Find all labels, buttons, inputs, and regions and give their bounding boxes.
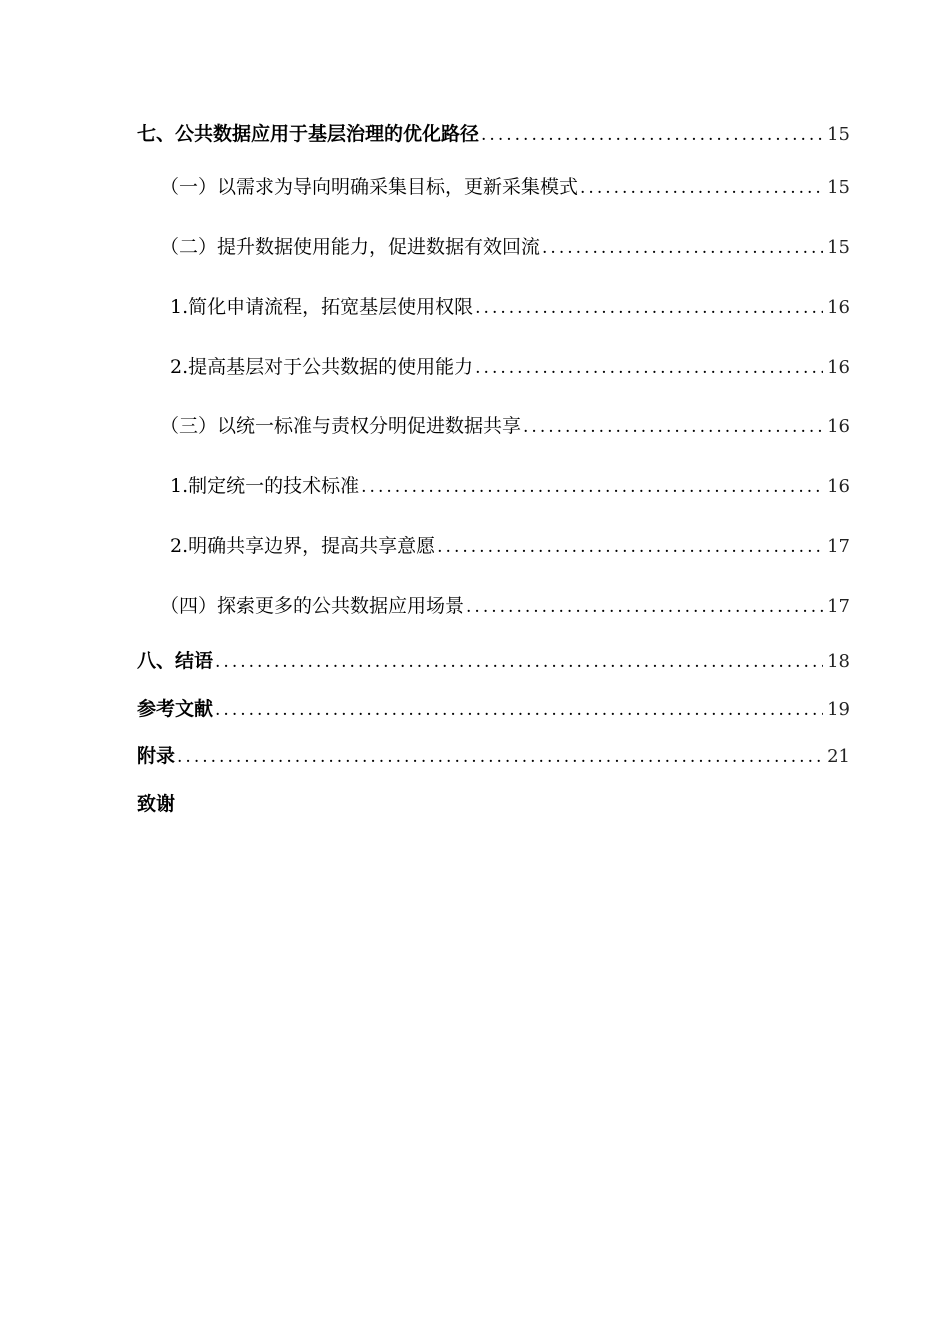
toc-dot-leader	[475, 355, 823, 381]
toc-entry-7-3-1[interactable]	[170, 473, 850, 499]
toc-dot-leader	[215, 649, 823, 675]
toc-entry-title: 2.明确共享边界，提高共享意愿	[170, 535, 436, 557]
toc-entry-page: 19	[827, 699, 850, 720]
toc-entry-references[interactable]	[137, 696, 850, 722]
toc-entry-page: 16	[827, 476, 850, 497]
toc-entry-7-1[interactable]	[160, 174, 850, 200]
toc-dot-leader	[542, 235, 823, 261]
toc-entry-chapter-7[interactable]	[137, 121, 850, 147]
toc-dot-leader	[437, 534, 823, 560]
toc-entry-title: （三）以统一标准与责权分明促进数据共享	[160, 415, 522, 437]
toc-dot-leader	[481, 122, 823, 148]
toc-entry-page: 16	[827, 297, 850, 318]
toc-entry-page: 15	[827, 237, 850, 258]
toc-entry-acknowledgements[interactable]	[137, 791, 175, 817]
toc-dot-leader	[523, 414, 823, 440]
toc-entry-7-3[interactable]	[160, 413, 850, 439]
toc-dot-leader	[215, 697, 823, 723]
toc-entry-title: 参考文献	[137, 698, 214, 720]
toc-entry-title: 1.简化申请流程，拓宽基层使用权限	[170, 296, 474, 318]
toc-dot-leader	[580, 175, 823, 201]
toc-entry-title: （二）提升数据使用能力，促进数据有效回流	[160, 236, 541, 258]
toc-entry-title: 2.提高基层对于公共数据的使用能力	[170, 356, 474, 378]
toc-entry-title: 致谢	[137, 793, 176, 815]
toc-entry-page: 15	[827, 124, 850, 145]
toc-entry-page: 21	[827, 746, 850, 767]
toc-entry-title: 七、公共数据应用于基层治理的优化路径	[137, 123, 480, 145]
toc-entry-title: （四）探索更多的公共数据应用场景	[160, 595, 465, 617]
toc-entry-page: 17	[827, 536, 850, 557]
toc-dot-leader	[466, 594, 823, 620]
toc-entry-title: 八、结语	[137, 650, 214, 672]
toc-entry-title: 附录	[137, 745, 176, 767]
toc-entry-7-4[interactable]	[160, 593, 850, 619]
toc-entry-title: （一）以需求为导向明确采集目标，更新采集模式	[160, 176, 579, 198]
toc-entry-page: 18	[827, 651, 850, 672]
toc-entry-7-2-2[interactable]	[170, 354, 850, 380]
toc-entry-page: 15	[827, 177, 850, 198]
toc-entry-7-2-1[interactable]	[170, 294, 850, 320]
toc-entry-page: 16	[827, 357, 850, 378]
toc-dot-leader	[361, 474, 823, 500]
toc-entry-7-3-2[interactable]	[170, 533, 850, 559]
toc-dot-leader	[177, 744, 823, 770]
toc-entry-appendix[interactable]	[137, 743, 850, 769]
toc-entry-7-2[interactable]	[160, 234, 850, 260]
toc-entry-chapter-8[interactable]	[137, 648, 850, 674]
toc-dot-leader	[475, 295, 823, 321]
toc-entry-page: 16	[827, 416, 850, 437]
toc-entry-page: 17	[827, 596, 850, 617]
toc-entry-title: 1.制定统一的技术标准	[170, 475, 360, 497]
